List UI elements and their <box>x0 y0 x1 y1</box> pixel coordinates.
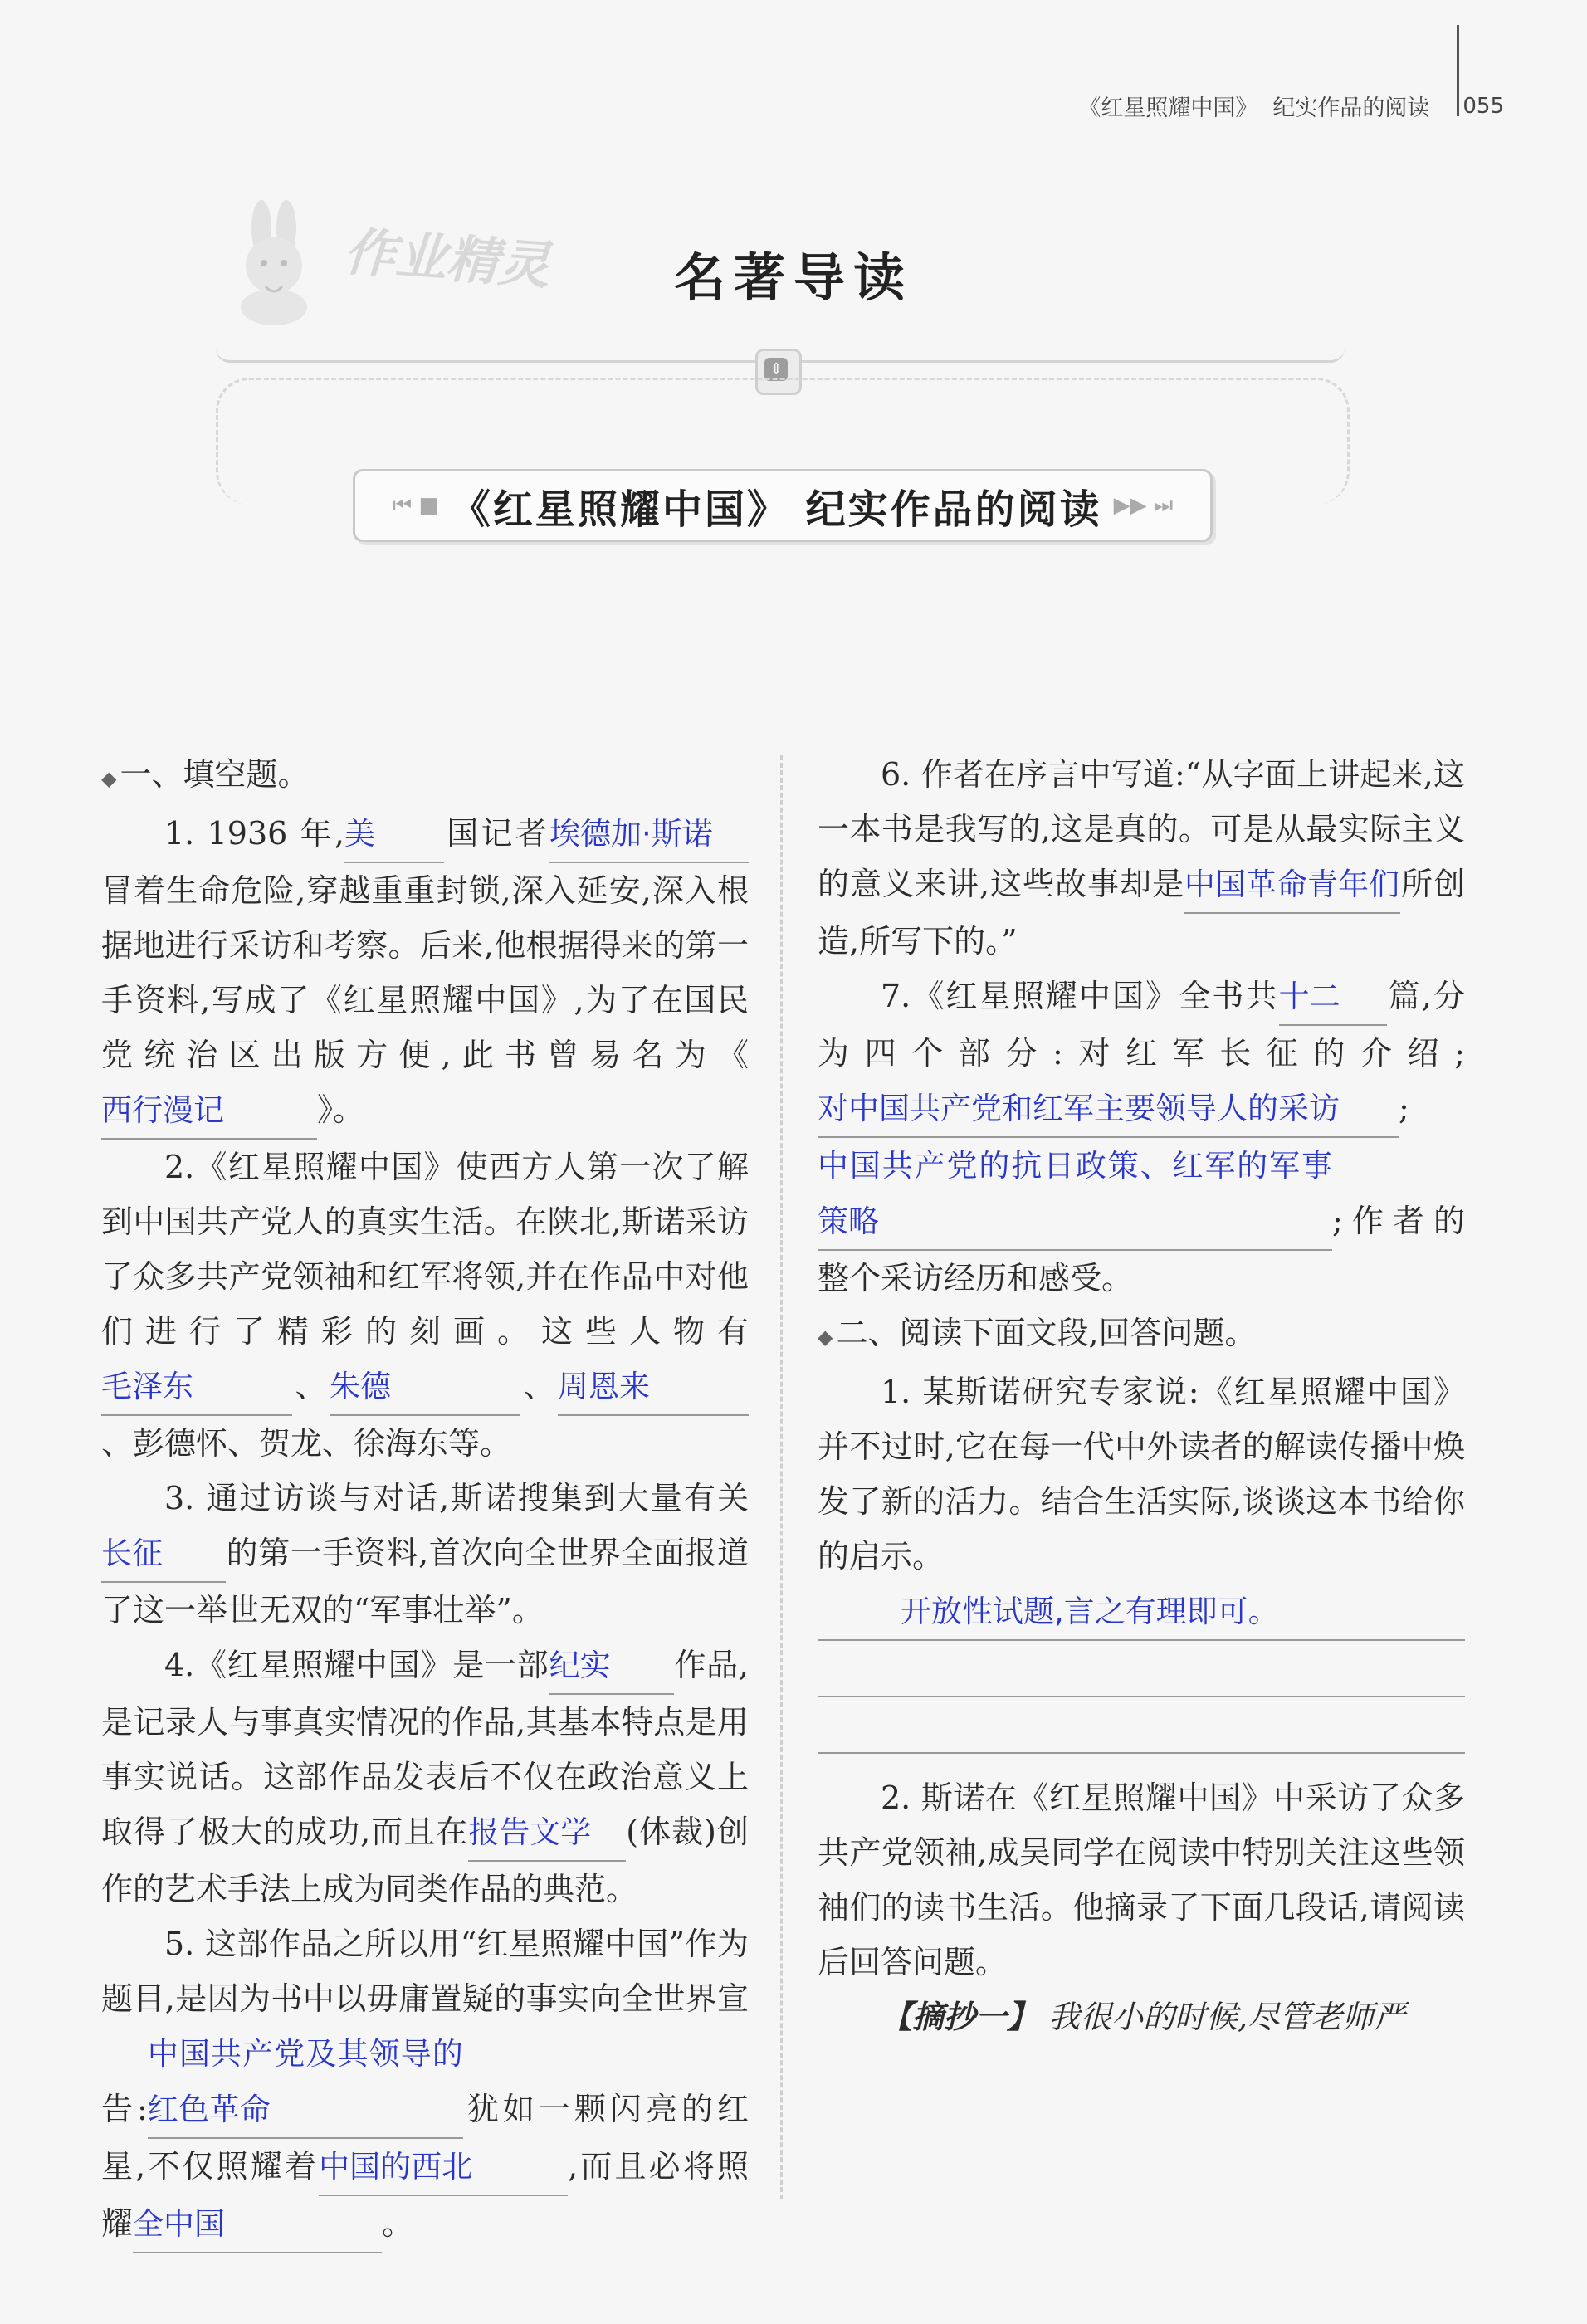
answer-blank[interactable] <box>549 1638 674 1695</box>
question-5: 5. 这部作品之所以用“红星照耀中国”作为题目,是因为书中以毋庸置疑的事实向全世界宣告:中国共产党及其领导的红色革命 犹如一颗闪亮的红星,不仅照耀着中国的西北 ,而且必将照耀全中国 。 <box>101 1916 749 2253</box>
answer-genre: 纪实 <box>549 1648 611 1683</box>
answer-blank[interactable] <box>101 1359 292 1416</box>
question-6: 6. 作者在序言中写道:“从字面上讲起来,这一本书是我写的,这是真的。可是从最实际主义的意义来讲,这些故事却是中国革命青年们所创造,所写下的。” <box>818 756 1465 959</box>
answer-line[interactable] <box>818 1641 1465 1697</box>
section2-heading: ◆ 二、阅读下面文段,回答问题。 <box>818 1315 1257 1351</box>
answer-blank[interactable] <box>818 1138 1332 1251</box>
answer-person-3: 周恩来 <box>558 1369 650 1404</box>
forward-arrows-icon: ▶▶ ⏭ <box>1113 492 1174 518</box>
answer-blank[interactable] <box>818 1081 1399 1138</box>
question-1: 1. 1936 年,美 国记者埃德加·斯诺冒着生命危险,穿越重重封锁,深入延安,深入根据地进行采访和考察。后来,他根据得来的第一手资料,写成了《红星照耀中国》,为了在国民党统治区出版方便,此书曾易名为《西行漫记 》。 <box>101 806 749 1140</box>
subtitle-banner <box>353 469 1213 542</box>
excerpt-tag: 【摘抄一】 <box>881 1998 1039 2035</box>
right-column <box>818 747 1465 2044</box>
subtitle-text: 《红星照耀中国》 纪实作品的阅读 <box>450 486 1102 533</box>
diamond-bullet-icon: ◆ <box>101 767 117 790</box>
answer-blank[interactable] <box>330 1359 520 1416</box>
answer-blank[interactable] <box>319 2139 568 2196</box>
answer-blank[interactable] <box>468 1804 626 1862</box>
left-column <box>101 747 749 2253</box>
section1-heading: ◆ 一、填空题。 <box>101 756 310 793</box>
answer-person-2: 朱德 <box>330 1369 391 1404</box>
answer-blank[interactable] <box>133 2196 382 2253</box>
answer-country: 美 <box>344 816 375 852</box>
excerpt-1: 【摘抄一】 我很小的时候,尽管老师严 <box>881 1998 1406 2035</box>
ornament-icon: ⇕ <box>755 349 802 395</box>
question-2: 2.《红星照耀中国》使西方人第一次了解到中国共产党人的真实生活。在陕北,斯诺采访了众多共产党领袖和红军将领,并在作品中对他们进行了精彩的刻画。这些人物有毛泽东 、朱德 、周恩来、彭德怀、贺龙、徐海东等。 <box>101 1149 749 1462</box>
answer-line[interactable] <box>818 1584 1465 1641</box>
answer-red-revolution: 中国共产党及其领导的红色革命 <box>147 2036 463 2127</box>
answer-blank[interactable] <box>558 1359 749 1416</box>
diamond-bullet-icon: ◆ <box>818 1326 833 1349</box>
answer-blank[interactable] <box>344 806 444 863</box>
running-header <box>1078 90 1504 122</box>
question-4: 4.《红星照耀中国》是一部纪实 作品,是记录人与事真实情况的作品,其基本特点是用事实说话。这部作品发表后不仅在政治意义上取得了极大的成功,而且在报告文学 (体裁)创作的艺术手法上成为同类作品的典范。 <box>101 1638 749 1916</box>
column-divider <box>780 755 783 2200</box>
answer-blank[interactable] <box>101 1526 226 1583</box>
answer-line[interactable] <box>818 1697 1465 1754</box>
answer-reporter: 埃德加·斯诺 <box>549 816 713 852</box>
answer-blank[interactable] <box>101 1082 317 1140</box>
answer-part-3: 中国共产党的抗日政策、红军的军事策略 <box>818 1148 1332 1239</box>
header-section: 纪实作品的阅读 <box>1272 95 1430 121</box>
answer-open: 开放性试题,言之有理即可。 <box>901 1594 1279 1629</box>
page-title: 名著导读 <box>673 247 913 308</box>
answer-part-2: 对中国共产党和红军主要领导人的采访 <box>818 1091 1340 1126</box>
rewind-arrows-icon: ⏮ ■ <box>392 492 439 518</box>
page-number: 055 <box>1462 93 1504 119</box>
reading-question-1: 1. 某斯诺研究专家说:《红星照耀中国》并不过时,它在每一代中外读者的解读传播中焕发了新的活力。结合生活实际,谈谈这本书给你的启示。 <box>818 1374 1465 1575</box>
answer-form: 报告文学 <box>468 1814 592 1850</box>
answer-person-1: 毛泽东 <box>101 1369 193 1404</box>
answer-alias: 西行漫记 <box>101 1092 224 1128</box>
answer-chapters: 十二 <box>1278 979 1340 1014</box>
question-3: 3. 通过访谈与对话,斯诺搜集到大量有关长征 的第一手资料,首次向全世界全面报道了这一举世无双的“军事壮举”。 <box>101 1480 749 1628</box>
watermark-logo-text: 作业精灵 <box>342 221 552 296</box>
reading-question-2: 2. 斯诺在《红星照耀中国》中采访了众多共产党领袖,成吴同学在阅读中特别关注这些领袖们的读书生活。他摘录了下面几段话,请阅读后回答问题。 <box>818 1780 1465 1980</box>
answer-blank[interactable] <box>549 806 749 863</box>
answer-blank[interactable] <box>1279 969 1387 1026</box>
answer-blank[interactable] <box>1184 857 1400 914</box>
answer-youth: 中国革命青年们 <box>1184 867 1399 902</box>
question-7: 7.《红星照耀中国》全书共十二 篇,分为四个部分:对红军长征的介绍;对中国共产党和红军主要领导人的采访 ;中国共产党的抗日政策、红军的军事策略 ;作者的整个采访经历和感受。 <box>818 969 1465 1306</box>
answer-all-china: 全中国 <box>133 2206 226 2242</box>
answer-long-march: 长征 <box>101 1536 163 1571</box>
answer-northwest: 中国的西北 <box>319 2149 473 2185</box>
answer-blank[interactable] <box>148 2026 463 2139</box>
header-book-title: 《红星照耀中国》 <box>1078 95 1258 121</box>
